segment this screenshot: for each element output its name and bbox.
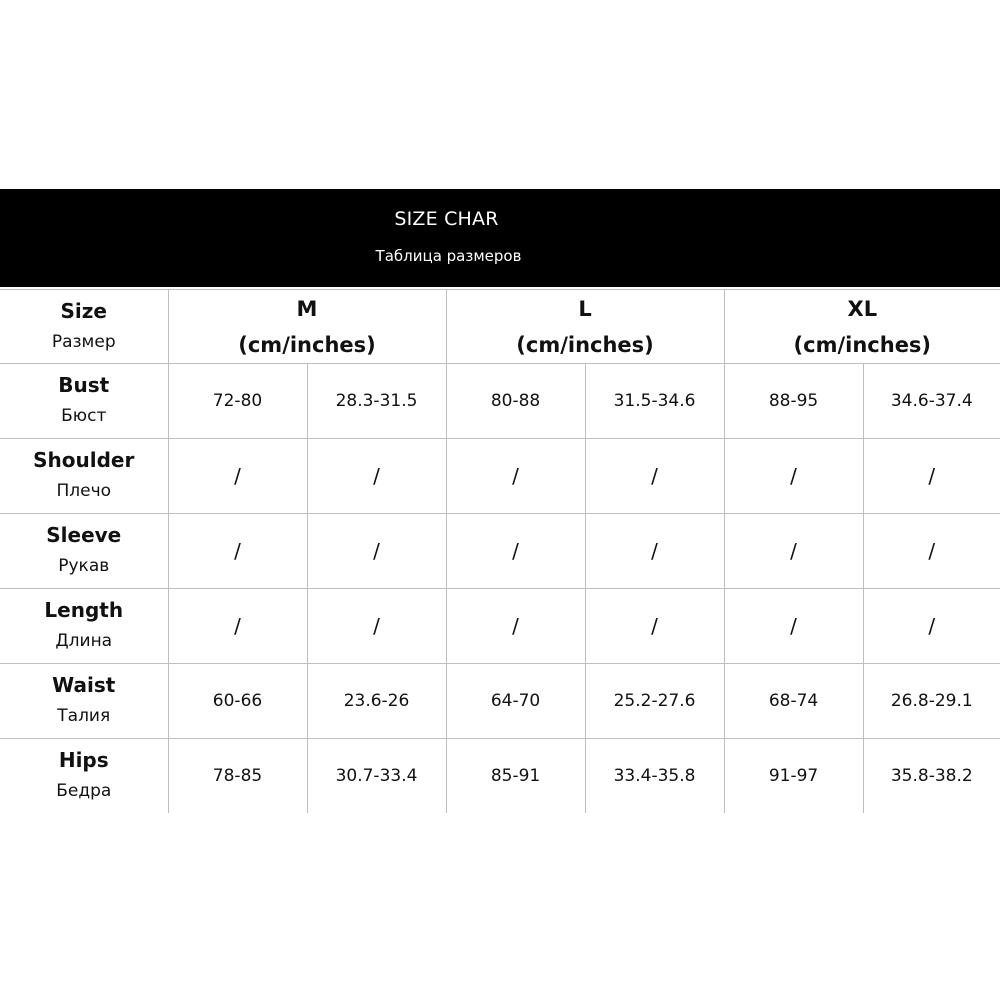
chart-title: SIZE CHAR — [394, 208, 499, 230]
value-cell: 34.6-37.4 — [863, 364, 1000, 439]
value-cell: 60-66 — [168, 664, 307, 739]
corner-label-ru: Размер — [51, 331, 116, 352]
row-label-en: Length — [44, 598, 124, 622]
size-table — [0, 289, 1000, 813]
value-cell: 78-85 — [168, 739, 307, 813]
row-label-ru: Длина — [55, 631, 113, 651]
value-cell: / — [307, 439, 446, 514]
value-cell: / — [446, 514, 585, 589]
row-label-ru: Бедра — [56, 780, 112, 801]
row-label-en: Hips — [58, 747, 109, 772]
table-row — [0, 664, 1000, 739]
value-cell: 26.8-29.1 — [863, 664, 1000, 739]
value-cell: 68-74 — [724, 664, 863, 739]
value-cell: / — [863, 514, 1000, 589]
value-cell: / — [585, 589, 724, 664]
row-label-ru: Талия — [57, 706, 111, 726]
row-label — [0, 739, 168, 813]
table-row — [0, 739, 1000, 813]
value-cell: / — [863, 439, 1000, 514]
value-cell: 30.7-33.4 — [307, 739, 446, 813]
value-cell: 28.3-31.5 — [307, 364, 446, 439]
value-cell: 35.8-38.2 — [863, 739, 1000, 813]
value-cell: / — [168, 514, 307, 589]
value-cell: 88-95 — [724, 364, 863, 439]
row-label-en: Bust — [58, 373, 110, 397]
value-cell: / — [863, 589, 1000, 664]
row-label-ru: Бюст — [61, 406, 107, 426]
value-cell: / — [724, 439, 863, 514]
size-chart-header — [0, 189, 1000, 287]
value-cell: / — [724, 589, 863, 664]
row-label-en: Shoulder — [33, 448, 135, 472]
row-label-en: Sleeve — [46, 523, 122, 547]
table-row — [0, 364, 1000, 439]
size-name: M — [296, 296, 318, 321]
row-label — [0, 589, 168, 664]
row-label — [0, 439, 168, 514]
value-cell: 23.6-26 — [307, 664, 446, 739]
row-label — [0, 364, 168, 439]
table-row — [0, 514, 1000, 589]
value-cell: 91-97 — [724, 739, 863, 813]
chart-subtitle: Таблица размеров — [375, 247, 522, 265]
row-label-ru: Плечо — [56, 481, 112, 501]
corner-label-en: Size — [60, 298, 107, 323]
value-cell: / — [168, 589, 307, 664]
value-cell: / — [446, 439, 585, 514]
value-cell: / — [585, 439, 724, 514]
value-cell: / — [168, 439, 307, 514]
value-cell: / — [585, 514, 724, 589]
size-name: L — [578, 296, 592, 321]
size-name: XL — [847, 296, 878, 321]
size-unit: (cm/inches) — [238, 332, 376, 357]
table-row — [0, 589, 1000, 664]
value-cell: 33.4-35.8 — [585, 739, 724, 813]
size-unit: (cm/inches) — [793, 332, 932, 357]
value-cell: / — [307, 514, 446, 589]
table-row — [0, 439, 1000, 514]
value-cell: / — [724, 514, 863, 589]
value-cell: 80-88 — [446, 364, 585, 439]
value-cell: 31.5-34.6 — [585, 364, 724, 439]
value-cell: / — [307, 589, 446, 664]
corner-cell — [0, 290, 168, 364]
size-unit: (cm/inches) — [516, 332, 654, 357]
value-cell: 85-91 — [446, 739, 585, 813]
value-cell: 72-80 — [168, 364, 307, 439]
header-row — [0, 290, 1000, 364]
row-label — [0, 514, 168, 589]
size-header-l — [446, 290, 724, 364]
value-cell: / — [446, 589, 585, 664]
row-label-en: Waist — [52, 673, 116, 697]
row-label — [0, 664, 168, 739]
value-cell: 25.2-27.6 — [585, 664, 724, 739]
size-header-xl — [724, 290, 1000, 364]
value-cell: 64-70 — [446, 664, 585, 739]
row-label-ru: Рукав — [58, 556, 110, 576]
size-header-m — [168, 290, 446, 364]
